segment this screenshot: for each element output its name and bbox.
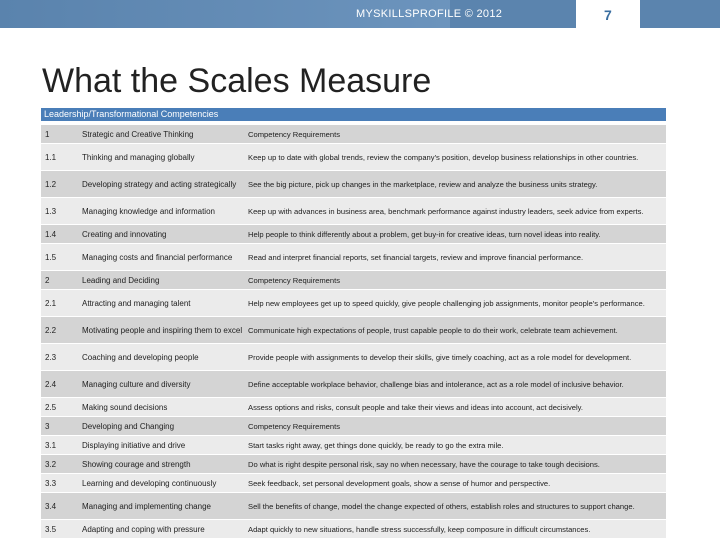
table-row [41, 520, 666, 539]
row-number: 2.3 [45, 352, 57, 362]
row-number: 3.2 [45, 459, 57, 469]
row-number: 2 [45, 275, 50, 285]
row-number: 2.1 [45, 298, 57, 308]
table-row [41, 290, 666, 317]
table-row [41, 474, 666, 493]
table-row [41, 493, 666, 520]
competency-table [41, 108, 666, 539]
table-row [41, 171, 666, 198]
row-competency: Developing strategy and acting strategically [82, 179, 237, 189]
row-competency: Strategic and Creative Thinking [82, 129, 194, 139]
row-description: Competency Requirements [248, 275, 341, 285]
row-number: 1 [45, 129, 50, 139]
row-description: Sell the benefits of change, model the change expected of others, establish roles and structures to support change. [248, 501, 635, 511]
row-number: 2.4 [45, 379, 57, 389]
row-number: 3.5 [45, 524, 57, 534]
row-description: Assess options and risks, consult people and take their views and ideas into account, act decisively. [248, 402, 584, 412]
header-copyright: MYSKILLSPROFILE © 2012 [356, 8, 503, 20]
table-row [41, 244, 666, 271]
row-number: 2.2 [45, 325, 57, 335]
row-number: 3.1 [45, 440, 57, 450]
row-description: Define acceptable workplace behavior, challenge bias and intolerance, act as a role model of inclusive behavior. [248, 379, 624, 389]
row-description: Provide people with assignments to develop their skills, give timely coaching, act as a role model for development. [248, 352, 632, 362]
row-description: Competency Requirements [248, 129, 341, 139]
row-description: Read and interpret financial reports, set financial targets, review and improve financial performance. [248, 252, 584, 262]
row-competency: Developing and Changing [82, 421, 175, 431]
row-description: See the big picture, pick up changes in the marketplace, review and analyze the business units strategy. [248, 179, 598, 189]
table-row [41, 371, 666, 398]
table-body [41, 125, 666, 539]
row-competency: Managing knowledge and information [82, 206, 215, 216]
row-competency: Motivating people and inspiring them to excel [82, 325, 243, 335]
row-competency: Managing and implementing change [82, 501, 211, 511]
table-row [41, 436, 666, 455]
row-description: Keep up to date with global trends, review the company's position, develop business relationships in other countries. [248, 152, 639, 162]
row-number: 1.4 [45, 229, 57, 239]
row-description: Competency Requirements [248, 421, 341, 431]
row-number: 3 [45, 421, 50, 431]
row-competency: Managing culture and diversity [82, 379, 191, 389]
row-number: 1.2 [45, 179, 57, 189]
row-competency: Leading and Deciding [82, 275, 160, 285]
row-competency: Learning and developing continuously [82, 478, 217, 488]
row-competency: Making sound decisions [82, 402, 168, 412]
row-competency: Adapting and coping with pressure [82, 524, 205, 534]
row-description: Start tasks right away, get things done quickly, be ready to go the extra mile. [248, 440, 504, 450]
row-number: 3.3 [45, 478, 57, 488]
table-row [41, 225, 666, 244]
row-description: Keep up with advances in business area, benchmark performance against industry leaders, seek advice from experts. [248, 206, 644, 216]
table-row [41, 271, 666, 290]
row-competency: Showing courage and strength [82, 459, 191, 469]
row-number: 1.3 [45, 206, 57, 216]
table-row [41, 125, 666, 144]
table-row [41, 344, 666, 371]
row-description: Help new employees get up to speed quickly, give people challenging job assignments, monitor people's performance. [248, 298, 645, 308]
table-row [41, 144, 666, 171]
table-row [41, 198, 666, 225]
row-number: 3.4 [45, 501, 57, 511]
table-row [41, 417, 666, 436]
row-competency: Attracting and managing talent [82, 298, 191, 308]
table-row [41, 398, 666, 417]
row-competency: Displaying initiative and drive [82, 440, 186, 450]
row-description: Do what is right despite personal risk, say no when necessary, have the courage to take tough decisions. [248, 459, 600, 469]
row-competency: Creating and innovating [82, 229, 167, 239]
row-description: Seek feedback, set personal development goals, show a sense of humor and perspective. [248, 478, 551, 488]
row-competency: Thinking and managing globally [82, 152, 195, 162]
row-description: Adapt quickly to new situations, handle stress successfully, keep composure in difficult circumstances. [248, 524, 591, 534]
row-description: Help people to think differently about a problem, get buy-in for creative ideas, turn novel ideas into reality. [248, 229, 601, 239]
row-description: Communicate high expectations of people, trust capable people to do their work, celebrate team achievement. [248, 325, 618, 335]
page-title: What the Scales Measure [42, 62, 432, 100]
row-number: 1.5 [45, 252, 57, 262]
table-row [41, 317, 666, 344]
page-number: 7 [604, 7, 612, 23]
row-competency: Coaching and developing people [82, 352, 199, 362]
row-competency: Managing costs and financial performance [82, 252, 233, 262]
row-number: 1.1 [45, 152, 57, 162]
section-header: Leadership/Transformational Competencies [41, 108, 666, 121]
table-row [41, 455, 666, 474]
row-number: 2.5 [45, 402, 57, 412]
